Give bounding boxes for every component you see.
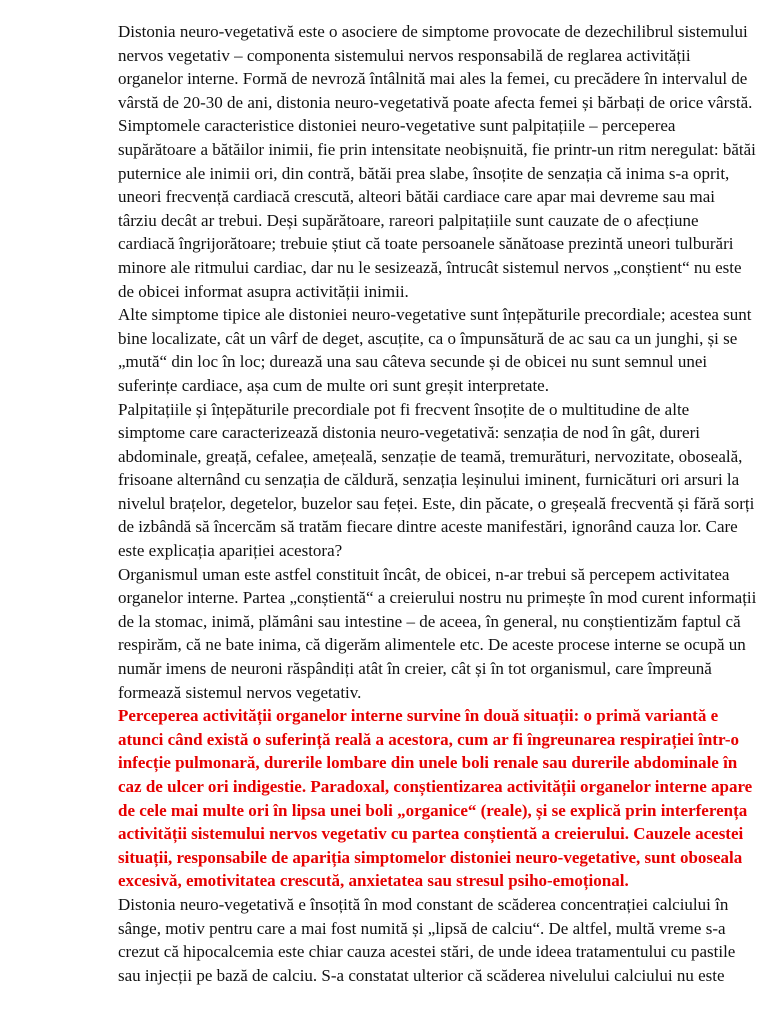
text-line: activității sistemului nervos vegetativ cu partea conștientă a creierului. Cauzele acestei (118, 824, 744, 844)
text-line: simptome care caracterizează distonia neuro-vegetativă: senzația de nod în gât, dureri (118, 423, 700, 443)
text-line: Organismul uman este astfel constituit încât, de obicei, n-ar trebui să percepem activitatea (118, 564, 730, 584)
text-line: nervos vegetativ – componenta sistemului nervos responsabilă de reglarea activității (118, 45, 691, 65)
text-line: situații, responsabile de apariția simptomelor distoniei neuro-vegetative, sunt oboseala (118, 847, 743, 867)
text-line: este explicația apariției acestora? (118, 541, 343, 561)
text-line: Perceperea activității organelor interne survine în două situații: o primă variantă e (118, 706, 719, 726)
text-line: excesivă, emotivitatea crescută, anxietatea sau stresul psiho-emoțional. (118, 871, 629, 891)
text-line: Distonia neuro-vegetativă e însoțită în mod constant de scăderea concentrației calciului în (118, 894, 729, 914)
text-line: formează sistemul nervos vegetativ. (118, 682, 362, 702)
text-line: Distonia neuro-vegetativă este o asociere de simptome provocate de dezechilibrul sistemului (118, 22, 748, 41)
paragraph (118, 563, 756, 705)
text-line: frisoane alternând cu senzația de căldură, senzația leșinului iminent, furnicături ori arsuri la (118, 470, 740, 490)
text-line: infecție pulmonară, durerile lombare din unele boli renale sau durerile abdominale în (118, 753, 738, 773)
text-line: Alte simptome tipice ale distoniei neuro-vegetative sunt înțepăturile precordiale; acestea sunt (118, 305, 752, 325)
text-line: suferințe cardiace, așa cum de multe ori sunt greșit interpretate. (118, 375, 549, 395)
text-line: respirăm, că ne bate inima, că digerăm alimentele etc. De aceste procese interne se ocupă un (118, 635, 746, 655)
text-line: număr imens de neuroni răspândiți atât în creier, cât și în tot organismul, care împreună (118, 659, 712, 679)
highlighted-paragraph (118, 704, 756, 893)
text-line: nivelul brațelor, degetelor, buzelor sau feței. Este, din păcate, o greșeală frecventă și fără sorți (118, 493, 755, 513)
text-line: de izbândă să încercăm să tratăm fiecare dintre aceste manifestări, ignorând cauza lor. Care (118, 517, 738, 537)
text-line: cardiacă îngrijorătoare; trebuie știut că toate persoanele sănătoase prezintă uneori tulburări (118, 234, 734, 254)
text-line: atunci când există o suferință reală a acestora, cum ar fi îngreunarea respirației într-o (118, 729, 740, 749)
text-line: de cele mai multe ori în lipsa unei boli „organice“ (reale), și se explică prin interferența (118, 800, 748, 820)
text-line: caz de ulcer ori indigestie. Paradoxal, conștientizarea activității organelor interne apare (118, 777, 753, 796)
text-line: crezut că hipocalcemia este chiar cauza acestei stări, de unde ideea tratamentului cu pastile (118, 942, 736, 962)
text-line: puternice ale inimii ori, din contră, bătăi prea slabe, însoțite de senzația că inima s-a oprit, (118, 163, 730, 183)
text-line: sânge, motiv pentru care a mai fost numită și „lipsă de calciu“. De altfel, multă vreme s-a (118, 918, 726, 938)
text-line: „mută“ din loc în loc; durează una sau câteva secunde și de obicei nu sunt semnul unei (118, 352, 708, 372)
paragraph (118, 398, 756, 563)
document-body (118, 20, 756, 987)
paragraph (118, 20, 756, 303)
text-line: de la stomac, inimă, plămâni sau intestine – de aceea, în general, nu conștientizăm faptul că (118, 611, 741, 631)
text-line: bine localizate, cât un vârf de deget, ascuțite, ca o împunsătură de ac sau ca un junghi, și se (118, 328, 738, 348)
text-line: sau injecții pe bază de calciu. S-a constatat ulterior că scăderea nivelului calciului nu este (118, 965, 725, 985)
text-line: abdominale, greață, cefalee, amețeală, senzație de teamă, tremurături, nervozitate, oboseală, (118, 446, 743, 466)
text-line: de obicei informat asupra activității inimii. (118, 281, 409, 301)
text-line: organelor interne. Partea „conștientă“ a creierului nostru nu primește în mod curent informații (118, 588, 757, 608)
paragraph (118, 303, 756, 397)
text-line: Palpitațiile și înțepăturile precordiale pot fi frecvent însoțite de o multitudine de alte (118, 399, 690, 419)
text-line: organelor interne. Formă de nevroză întâlnită mai ales la femei, cu precădere în intervalul de (118, 69, 748, 89)
text-line: târziu decât ar trebui. Deși supărătoare, rareori palpitațiile sunt cauzate de o afecțiune (118, 210, 699, 230)
text-line: minore ale ritmului cardiac, dar nu le sesizează, întrucât sistemul nervos „conștient“ nu este (118, 257, 742, 277)
text-line: supărătoare a bătăilor inimii, fie prin intensitate neobișnuită, fie printr-un ritm neregulat: bătăi (118, 139, 756, 159)
paragraph (118, 893, 756, 987)
text-line: uneori frecvență cardiacă crescută, alteori bătăi cardiace care apar mai devreme sau mai (118, 187, 715, 207)
text-line: Simptomele caracteristice distoniei neuro-vegetative sunt palpitațiile – perceperea (118, 116, 676, 136)
text-line: vârstă de 20-30 de ani, distonia neuro-vegetativă poate afecta femei și bărbați de orice vârstă. (118, 92, 753, 112)
